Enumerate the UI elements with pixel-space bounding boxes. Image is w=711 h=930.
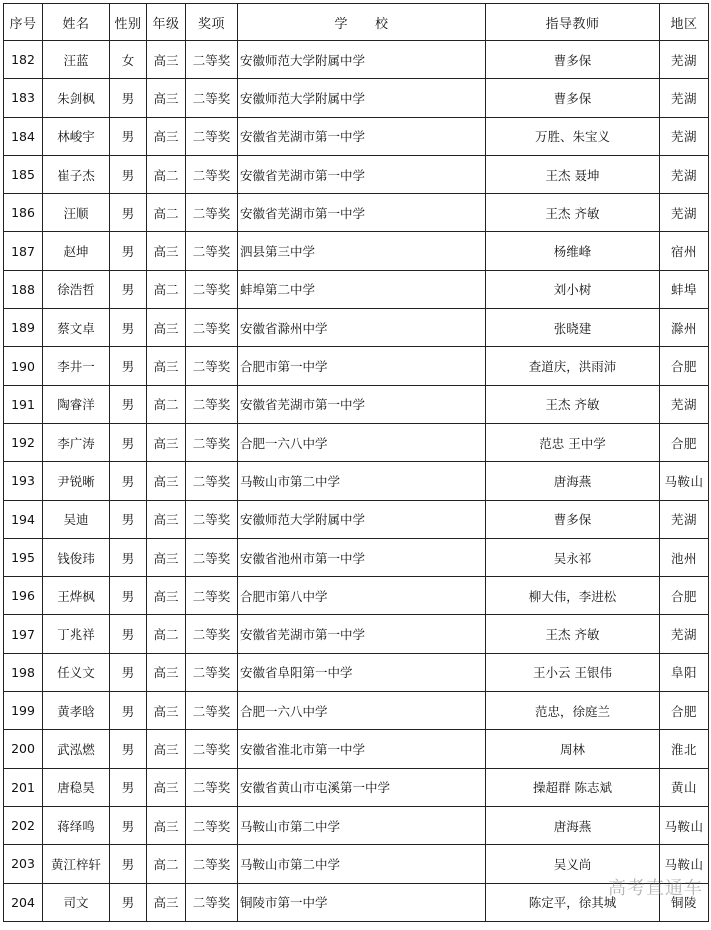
cell-name: 黄孝晗 (43, 692, 110, 730)
cell-region: 马鞍山 (660, 845, 709, 883)
cell-grade: 高三 (147, 41, 186, 79)
cell-name: 林峻宇 (43, 117, 110, 155)
cell-gender: 男 (110, 117, 147, 155)
cell-advisor: 王小云 王银伟 (486, 653, 660, 691)
cell-name: 赵坤 (43, 232, 110, 270)
cell-advisor: 万胜、朱宝义 (486, 117, 660, 155)
cell-advisor: 曹多保 (486, 79, 660, 117)
cell-award: 二等奖 (186, 347, 238, 385)
cell-award: 二等奖 (186, 538, 238, 576)
awards-table (3, 3, 709, 922)
cell-index: 186 (4, 194, 43, 232)
cell-name: 李广涛 (43, 423, 110, 461)
table-row (4, 309, 709, 347)
cell-gender: 男 (110, 500, 147, 538)
cell-name: 黄江梓轩 (43, 845, 110, 883)
cell-grade: 高三 (147, 500, 186, 538)
cell-region: 合肥 (660, 347, 709, 385)
cell-gender: 男 (110, 577, 147, 615)
cell-school: 马鞍山市第二中学 (238, 462, 486, 500)
cell-gender: 男 (110, 653, 147, 691)
cell-award: 二等奖 (186, 309, 238, 347)
cell-region: 宿州 (660, 232, 709, 270)
cell-region: 芜湖 (660, 41, 709, 79)
cell-gender: 男 (110, 462, 147, 500)
cell-region: 合肥 (660, 577, 709, 615)
cell-advisor: 吴永祁 (486, 538, 660, 576)
cell-school: 安徽师范大学附属中学 (238, 41, 486, 79)
table-row (4, 692, 709, 730)
cell-region: 滁州 (660, 309, 709, 347)
cell-advisor: 王杰 齐敏 (486, 385, 660, 423)
cell-advisor: 陈定平，徐其城 (486, 883, 660, 921)
cell-grade: 高三 (147, 692, 186, 730)
cell-index: 197 (4, 615, 43, 653)
cell-grade: 高三 (147, 347, 186, 385)
cell-gender: 男 (110, 309, 147, 347)
cell-advisor: 操超群 陈志斌 (486, 768, 660, 806)
cell-region: 芜湖 (660, 155, 709, 193)
cell-grade: 高三 (147, 232, 186, 270)
cell-index: 199 (4, 692, 43, 730)
cell-gender: 男 (110, 385, 147, 423)
cell-grade: 高三 (147, 462, 186, 500)
cell-award: 二等奖 (186, 194, 238, 232)
header-gender: 性别 (110, 4, 147, 41)
cell-name: 徐浩哲 (43, 270, 110, 308)
cell-advisor: 查道庆，洪雨沛 (486, 347, 660, 385)
cell-index: 187 (4, 232, 43, 270)
cell-school: 安徽省芜湖市第一中学 (238, 117, 486, 155)
cell-award: 二等奖 (186, 768, 238, 806)
cell-name: 任义文 (43, 653, 110, 691)
cell-name: 汪顺 (43, 194, 110, 232)
cell-name: 朱剑枫 (43, 79, 110, 117)
cell-grade: 高三 (147, 538, 186, 576)
table-row (4, 41, 709, 79)
cell-grade: 高三 (147, 79, 186, 117)
table-row (4, 538, 709, 576)
cell-name: 王烨枫 (43, 577, 110, 615)
cell-gender: 男 (110, 194, 147, 232)
cell-gender: 男 (110, 423, 147, 461)
cell-school: 马鞍山市第二中学 (238, 845, 486, 883)
cell-advisor: 周林 (486, 730, 660, 768)
cell-school: 合肥一六八中学 (238, 423, 486, 461)
table-row (4, 385, 709, 423)
cell-name: 吴迪 (43, 500, 110, 538)
cell-name: 武泓燃 (43, 730, 110, 768)
cell-award: 二等奖 (186, 500, 238, 538)
cell-name: 崔子杰 (43, 155, 110, 193)
cell-grade: 高三 (147, 806, 186, 844)
cell-award: 二等奖 (186, 79, 238, 117)
cell-index: 182 (4, 41, 43, 79)
cell-name: 司文 (43, 883, 110, 921)
cell-gender: 男 (110, 730, 147, 768)
cell-advisor: 张晓建 (486, 309, 660, 347)
cell-grade: 高二 (147, 615, 186, 653)
cell-school: 安徽省滁州中学 (238, 309, 486, 347)
cell-index: 184 (4, 117, 43, 155)
cell-advisor: 唐海燕 (486, 462, 660, 500)
cell-region: 阜阳 (660, 653, 709, 691)
cell-name: 陶睿洋 (43, 385, 110, 423)
header-name: 姓名 (43, 4, 110, 41)
cell-school: 合肥市第八中学 (238, 577, 486, 615)
cell-award: 二等奖 (186, 615, 238, 653)
cell-grade: 高三 (147, 653, 186, 691)
cell-gender: 男 (110, 692, 147, 730)
cell-advisor: 范忠 王中学 (486, 423, 660, 461)
cell-grade: 高二 (147, 270, 186, 308)
table-row (4, 423, 709, 461)
cell-award: 二等奖 (186, 155, 238, 193)
cell-region: 池州 (660, 538, 709, 576)
table-row (4, 615, 709, 653)
cell-gender: 男 (110, 270, 147, 308)
cell-gender: 男 (110, 845, 147, 883)
cell-grade: 高三 (147, 768, 186, 806)
cell-index: 194 (4, 500, 43, 538)
cell-advisor: 王杰 齐敏 (486, 194, 660, 232)
cell-advisor: 王杰 齐敏 (486, 615, 660, 653)
table-row (4, 883, 709, 921)
cell-school: 安徽省黄山市屯溪第一中学 (238, 768, 486, 806)
cell-school: 安徽省芜湖市第一中学 (238, 615, 486, 653)
cell-advisor: 范忠，徐庭兰 (486, 692, 660, 730)
table-row (4, 730, 709, 768)
cell-award: 二等奖 (186, 577, 238, 615)
cell-region: 马鞍山 (660, 462, 709, 500)
cell-grade: 高三 (147, 577, 186, 615)
cell-name: 蔡文卓 (43, 309, 110, 347)
cell-award: 二等奖 (186, 270, 238, 308)
cell-name: 汪蓝 (43, 41, 110, 79)
cell-index: 183 (4, 79, 43, 117)
cell-school: 安徽省池州市第一中学 (238, 538, 486, 576)
cell-region: 淮北 (660, 730, 709, 768)
cell-gender: 女 (110, 41, 147, 79)
cell-grade: 高二 (147, 845, 186, 883)
cell-award: 二等奖 (186, 462, 238, 500)
cell-award: 二等奖 (186, 423, 238, 461)
header-index: 序号 (4, 4, 43, 41)
cell-grade: 高三 (147, 117, 186, 155)
cell-region: 芜湖 (660, 385, 709, 423)
cell-index: 195 (4, 538, 43, 576)
cell-index: 204 (4, 883, 43, 921)
cell-region: 芜湖 (660, 500, 709, 538)
cell-grade: 高三 (147, 883, 186, 921)
table-row (4, 270, 709, 308)
cell-index: 188 (4, 270, 43, 308)
cell-gender: 男 (110, 155, 147, 193)
cell-region: 铜陵 (660, 883, 709, 921)
cell-region: 合肥 (660, 692, 709, 730)
cell-grade: 高二 (147, 155, 186, 193)
cell-award: 二等奖 (186, 653, 238, 691)
cell-advisor: 曹多保 (486, 41, 660, 79)
cell-region: 芜湖 (660, 194, 709, 232)
cell-region: 芜湖 (660, 615, 709, 653)
table-row (4, 347, 709, 385)
cell-grade: 高二 (147, 385, 186, 423)
cell-name: 尹锐晰 (43, 462, 110, 500)
cell-gender: 男 (110, 806, 147, 844)
cell-advisor: 王杰 聂坤 (486, 155, 660, 193)
cell-advisor: 唐海燕 (486, 806, 660, 844)
cell-award: 二等奖 (186, 845, 238, 883)
cell-award: 二等奖 (186, 117, 238, 155)
cell-school: 合肥一六八中学 (238, 692, 486, 730)
cell-advisor: 曹多保 (486, 500, 660, 538)
cell-award: 二等奖 (186, 883, 238, 921)
cell-region: 合肥 (660, 423, 709, 461)
cell-school: 马鞍山市第二中学 (238, 806, 486, 844)
cell-advisor: 柳大伟，李进松 (486, 577, 660, 615)
cell-region: 芜湖 (660, 117, 709, 155)
cell-grade: 高三 (147, 423, 186, 461)
cell-award: 二等奖 (186, 692, 238, 730)
table-row (4, 232, 709, 270)
cell-school: 蚌埠第二中学 (238, 270, 486, 308)
cell-gender: 男 (110, 79, 147, 117)
cell-grade: 高三 (147, 309, 186, 347)
table-row (4, 194, 709, 232)
header-school: 学 校 (238, 4, 486, 41)
cell-school: 安徽省淮北市第一中学 (238, 730, 486, 768)
header-advisor: 指导教师 (486, 4, 660, 41)
cell-school: 安徽省芜湖市第一中学 (238, 194, 486, 232)
header-row (4, 4, 709, 41)
cell-index: 202 (4, 806, 43, 844)
header-grade: 年级 (147, 4, 186, 41)
cell-school: 安徽师范大学附属中学 (238, 500, 486, 538)
watermark: 高考直通车 (608, 878, 703, 899)
cell-index: 201 (4, 768, 43, 806)
cell-name: 钱俊玮 (43, 538, 110, 576)
cell-index: 190 (4, 347, 43, 385)
cell-award: 二等奖 (186, 232, 238, 270)
cell-school: 安徽省芜湖市第一中学 (238, 155, 486, 193)
cell-school: 安徽省阜阳第一中学 (238, 653, 486, 691)
cell-name: 李井一 (43, 347, 110, 385)
table-row (4, 845, 709, 883)
cell-advisor: 吴义尚 (486, 845, 660, 883)
cell-school: 泗县第三中学 (238, 232, 486, 270)
table-row (4, 577, 709, 615)
cell-name: 唐稳昊 (43, 768, 110, 806)
cell-region: 黄山 (660, 768, 709, 806)
cell-school: 合肥市第一中学 (238, 347, 486, 385)
cell-award: 二等奖 (186, 41, 238, 79)
cell-index: 185 (4, 155, 43, 193)
cell-index: 198 (4, 653, 43, 691)
cell-name: 蒋绎鸣 (43, 806, 110, 844)
header-award: 奖项 (186, 4, 238, 41)
cell-gender: 男 (110, 347, 147, 385)
table-row (4, 653, 709, 691)
cell-gender: 男 (110, 615, 147, 653)
cell-award: 二等奖 (186, 385, 238, 423)
cell-index: 192 (4, 423, 43, 461)
table-row (4, 500, 709, 538)
cell-grade: 高三 (147, 730, 186, 768)
cell-region: 蚌埠 (660, 270, 709, 308)
cell-advisor: 杨维峰 (486, 232, 660, 270)
cell-school: 铜陵市第一中学 (238, 883, 486, 921)
cell-grade: 高二 (147, 194, 186, 232)
cell-award: 二等奖 (186, 806, 238, 844)
cell-index: 200 (4, 730, 43, 768)
cell-region: 马鞍山 (660, 806, 709, 844)
table-row (4, 79, 709, 117)
cell-award: 二等奖 (186, 730, 238, 768)
cell-name: 丁兆祥 (43, 615, 110, 653)
table-row (4, 155, 709, 193)
cell-gender: 男 (110, 538, 147, 576)
cell-index: 191 (4, 385, 43, 423)
cell-gender: 男 (110, 232, 147, 270)
cell-index: 203 (4, 845, 43, 883)
table-row (4, 768, 709, 806)
cell-index: 189 (4, 309, 43, 347)
header-region: 地区 (660, 4, 709, 41)
cell-index: 193 (4, 462, 43, 500)
cell-advisor: 刘小树 (486, 270, 660, 308)
cell-school: 安徽省芜湖市第一中学 (238, 385, 486, 423)
cell-school: 安徽师范大学附属中学 (238, 79, 486, 117)
table-row (4, 117, 709, 155)
cell-gender: 男 (110, 883, 147, 921)
cell-index: 196 (4, 577, 43, 615)
table-row (4, 462, 709, 500)
cell-gender: 男 (110, 768, 147, 806)
table-row (4, 806, 709, 844)
cell-region: 芜湖 (660, 79, 709, 117)
